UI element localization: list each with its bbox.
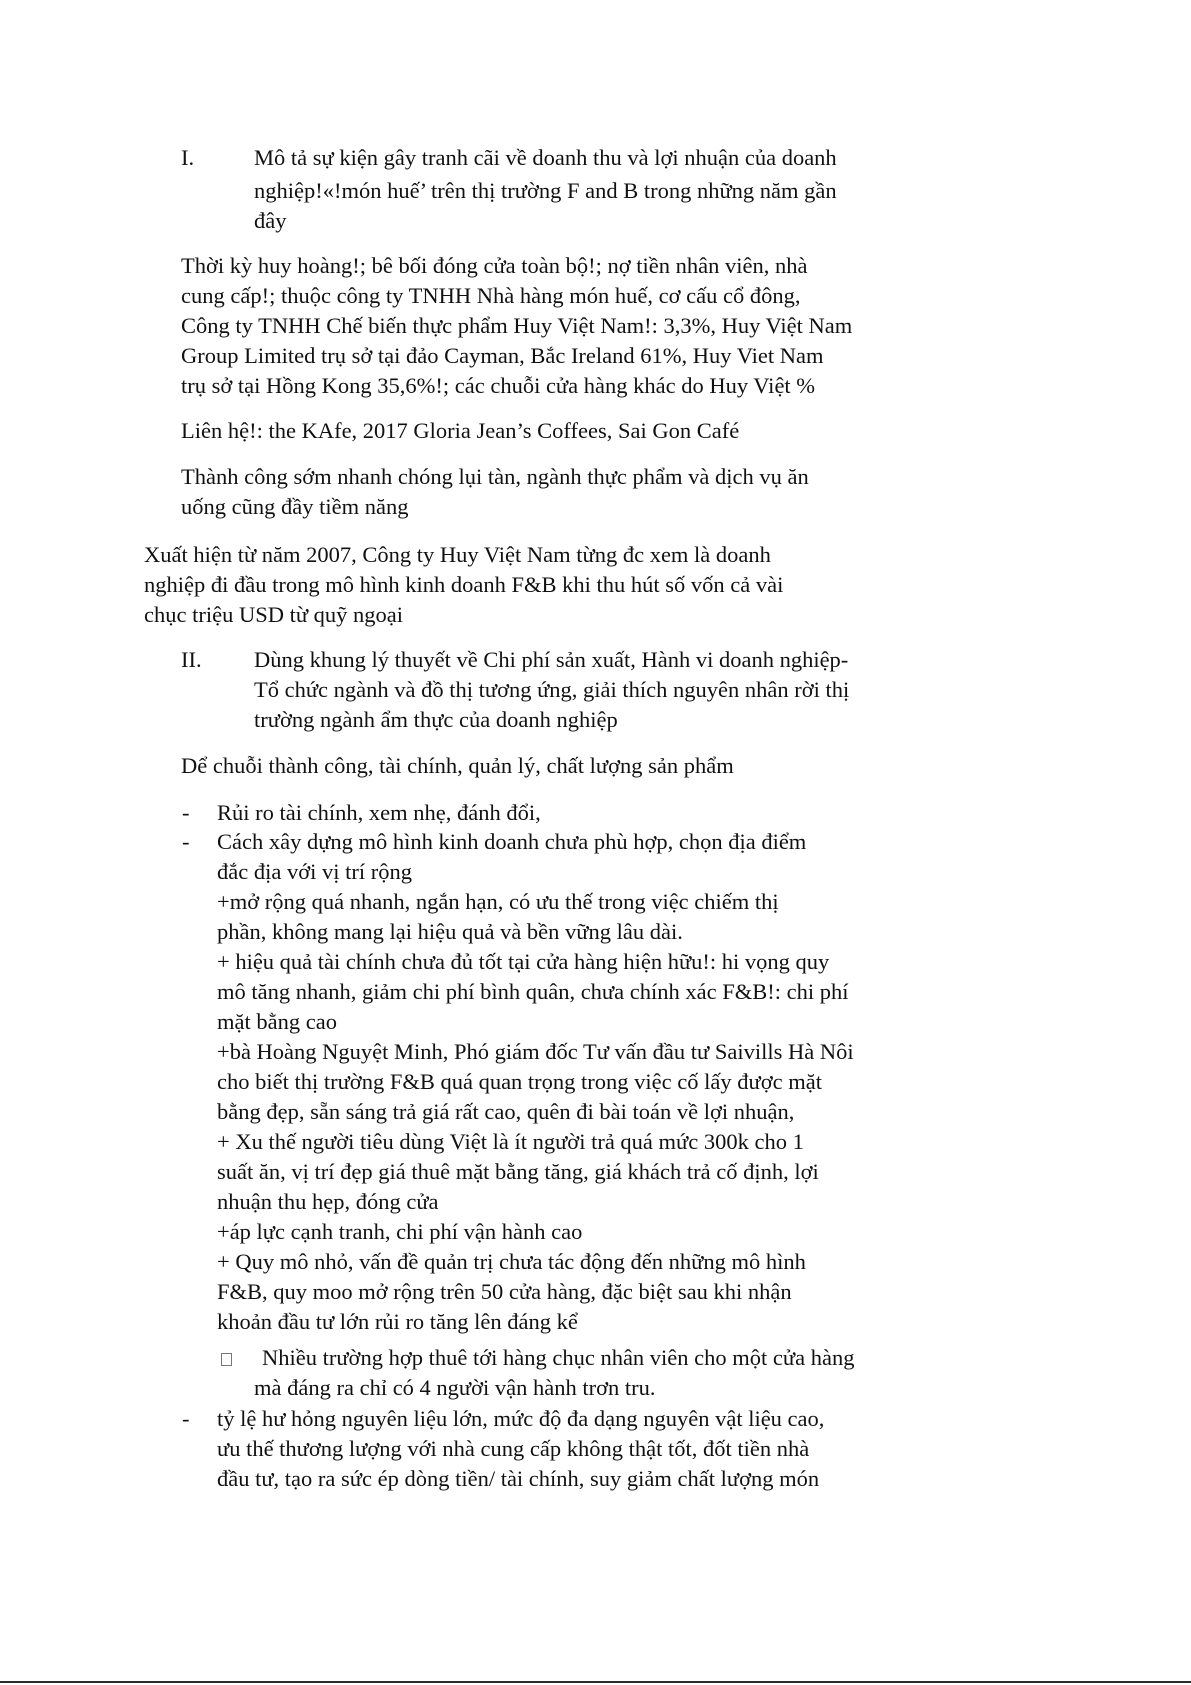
list-dash: - xyxy=(182,829,190,854)
section-1-heading-line: nghiệp!«!món huế’ trên thị trường F and B trong những năm gần xyxy=(254,178,837,203)
section-1-heading-line: Mô tả sự kiện gây tranh cãi về doanh thu và lợi nhuận của doanh xyxy=(254,145,837,170)
paragraph-line: Công ty TNHH Chế biến thực phẩm Huy Việt Nam!: 3,3%, Huy Việt Nam xyxy=(181,313,853,338)
list-item-line: suất ăn, vị trí đẹp giá thuê mặt bằng tăng, giá khách trả cố định, lợi xyxy=(217,1159,819,1184)
sub-list-item-line: mà đáng ra chỉ có 4 người vận hành trơn tru. xyxy=(254,1375,656,1400)
list-dash: - xyxy=(182,1406,190,1431)
list-item-line: Cách xây dựng mô hình kinh doanh chưa phù hợp, chọn địa điểm xyxy=(217,829,807,854)
list-item-line: +áp lực cạnh tranh, chi phí vận hành cao xyxy=(217,1219,583,1244)
list-item-line: bằng đẹp, sẵn sáng trả giá rất cao, quên đi bài toán về lợi nhuận, xyxy=(217,1099,795,1124)
section-2-heading-line: Dùng khung lý thuyết về Chi phí sản xuất, Hành vi doanh nghiệp- xyxy=(254,647,849,672)
paragraph-line: chục triệu USD từ quỹ ngoại xyxy=(144,602,404,627)
list-dash: - xyxy=(182,800,190,825)
sub-list-item-line: Nhiều trường hợp thuê tới hàng chục nhân viên cho một cửa hàng xyxy=(262,1345,855,1370)
list-item-line: đắc địa với vị trí rộng xyxy=(217,859,412,884)
list-item-line: + Xu thế người tiêu dùng Việt là ít người trả quá mức 300k cho 1 xyxy=(217,1129,804,1154)
list-item-line: Rủi ro tài chính, xem nhẹ, đánh đổi, xyxy=(217,800,541,825)
paragraph-line: Liên hệ!: the KAfe, 2017 Gloria Jean’s Coffees, Sai Gon Café xyxy=(181,418,740,443)
paragraph-line: Thời kỳ huy hoàng!; bê bối đóng cửa toàn bộ!; nợ tiền nhân viên, nhà xyxy=(181,253,808,278)
list-item-line: ưu thế thương lượng với nhà cung cấp không thật tốt, đốt tiền nhà xyxy=(217,1436,810,1461)
paragraph-line: Thành công sớm nhanh chóng lụi tàn, ngành thực phẩm và dịch vụ ăn xyxy=(181,464,809,489)
list-item-line: nhuận thu hẹp, đóng cửa xyxy=(217,1189,439,1214)
list-item-line: +bà Hoàng Nguyệt Minh, Phó giám đốc Tư vấn đầu tư Saivills Hà Nôi xyxy=(217,1039,854,1064)
section-1-heading-line: đây xyxy=(254,208,287,233)
list-item-line: F&B, quy moo mở rộng trên 50 cửa hàng, đặc biệt sau khi nhận xyxy=(217,1279,792,1304)
list-item-line: + Quy mô nhỏ, vấn đề quản trị chưa tác động đến những mô hình xyxy=(217,1249,806,1274)
list-item-line: mô tăng nhanh, giảm chi phí bình quân, chưa chính xác F&B!: chi phí xyxy=(217,979,849,1004)
list-item-line: + hiệu quả tài chính chưa đủ tốt tại cửa hàng hiện hữu!: hi vọng quy xyxy=(217,949,830,974)
paragraph-line: Xuất hiện từ năm 2007, Công ty Huy Việt Nam từng đc xem là doanh xyxy=(144,542,771,567)
paragraph-line: trụ sở tại Hồng Kong 35,6%!; các chuỗi cửa hàng khác do Huy Việt % xyxy=(181,373,816,398)
list-item-line: khoản đầu tư lớn rủi ro tăng lên đáng kể xyxy=(217,1309,578,1334)
section-2-number: II. xyxy=(181,647,202,672)
paragraph-line: cung cấp!; thuộc công ty TNHH Nhà hàng món huế, cơ cấu cổ đông, xyxy=(181,283,801,308)
section-1-number: I. xyxy=(181,145,195,170)
paragraph-line: nghiệp đi đầu trong mô hình kinh doanh F&B khi thu hút số vốn cả vài xyxy=(144,572,784,597)
list-item-line: đầu tư, tạo ra sức ép dòng tiền/ tài chính, suy giảm chất lượng món xyxy=(217,1466,820,1491)
page-bottom-rule xyxy=(0,1681,1191,1683)
list-item-line: phần, không mang lại hiệu quả và bền vững lâu dài. xyxy=(217,919,683,944)
square-bullet-icon xyxy=(221,1353,232,1366)
paragraph-line: Group Limited trụ sở tại đảo Cayman, Bắc Ireland 61%, Huy Viet Nam xyxy=(181,343,824,368)
list-item-line: mặt bằng cao xyxy=(217,1009,337,1034)
list-item-line: +mở rộng quá nhanh, ngắn hạn, có ưu thế trong việc chiếm thị xyxy=(217,889,779,914)
list-item-line: tỷ lệ hư hỏng nguyên liệu lớn, mức độ đa dạng nguyên vật liệu cao, xyxy=(217,1406,825,1431)
list-item-line: cho biết thị trường F&B quá quan trọng trong việc cố lấy được mặt xyxy=(217,1069,822,1094)
section-2-heading-line: trường ngành ẩm thực của doanh nghiệp xyxy=(254,707,618,732)
section-2-heading-line: Tổ chức ngành và đồ thị tương ứng, giải thích nguyên nhân rời thị xyxy=(254,677,850,702)
paragraph-line: Dể chuỗi thành công, tài chính, quản lý, chất lượng sản phẩm xyxy=(181,753,734,778)
paragraph-line: uống cũng đầy tiềm năng xyxy=(181,494,409,519)
